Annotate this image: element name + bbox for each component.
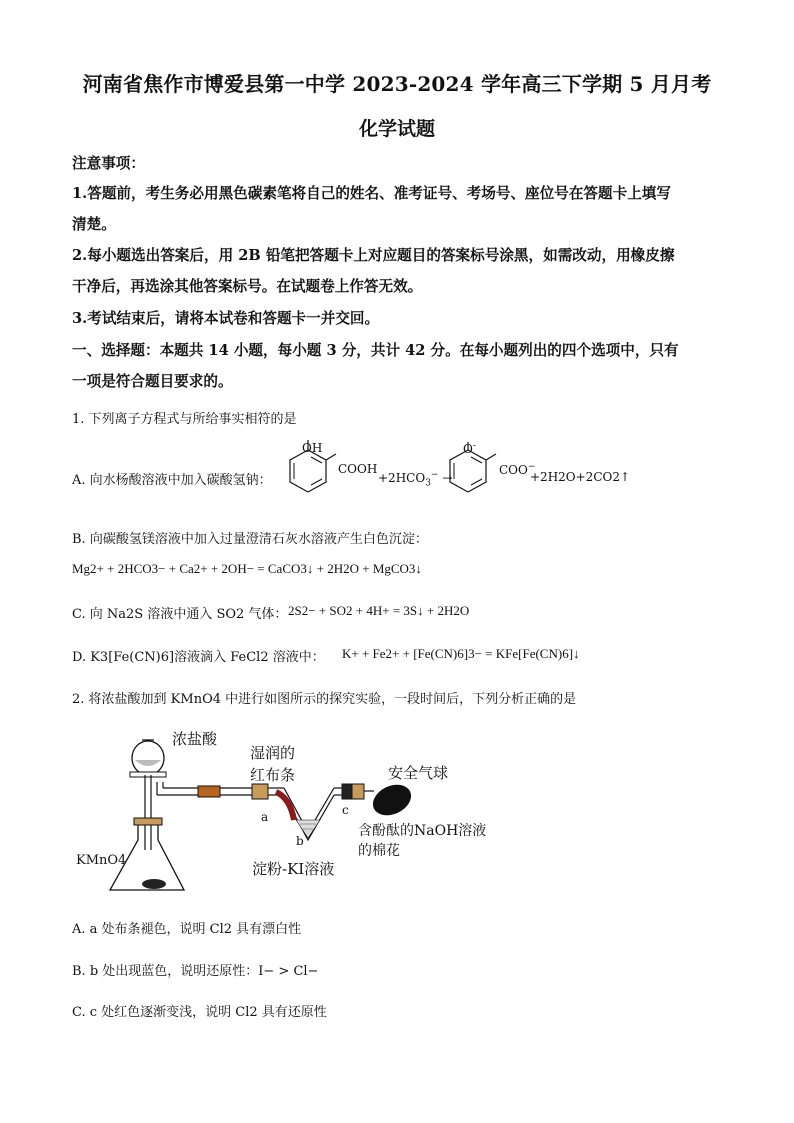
cooh-group-label: COOH bbox=[338, 462, 378, 476]
balloon-label: 安全气球 bbox=[388, 764, 449, 782]
point-a-label: a bbox=[261, 810, 269, 824]
carboxylate-label: COO− bbox=[499, 462, 536, 477]
question-2-option-c: C. c 处红色逐渐变浅，说明 Cl2 具有还原性 bbox=[72, 1005, 327, 1020]
wet-cloth-label-line-2: 红布条 bbox=[250, 766, 296, 784]
question-2-option-b: B. b 处出现蓝色，说明还原性：I− > Cl− bbox=[72, 964, 319, 979]
question-2-option-a: A. a 处布条褪色，说明 Cl2 具有漂白性 bbox=[72, 922, 302, 937]
starch-ki-label: 淀粉-KI溶液 bbox=[252, 860, 335, 878]
naoh-cotton-label-line-2: 的棉花 bbox=[358, 843, 400, 859]
oh-group-label: OH bbox=[302, 441, 323, 455]
notice-item-2-line-2: 干净后，再选涂其他答案标号。在试题卷上作答无效。 bbox=[72, 278, 423, 295]
wet-cloth-label-line-1: 湿润的 bbox=[250, 744, 296, 762]
question-1-option-b-equation: Mg2+ + 2HCO3− + Ca2+ + 2OH− = CaCO3↓ + 2H2O + MgCO3↓ bbox=[72, 561, 422, 576]
bicarbonate-term: $+2HCO_3^-$ → bbox=[378, 470, 453, 489]
question-1-stem: 1. 下列离子方程式与所给事实相符的是 bbox=[72, 412, 297, 427]
section-1-heading-line-2: 一项是符合题目要求的。 bbox=[72, 373, 233, 390]
question-2-stem: 2. 将浓盐酸加到 KMnO4 中进行如图所示的探究实验，一段时间后，下列分析正确的是 bbox=[72, 692, 577, 707]
notice-item-3: 3.考试结束后，请将本试卷和答题卡一并交回。 bbox=[72, 310, 380, 327]
point-c-label: c bbox=[342, 803, 349, 817]
question-1-option-b-text: B. 向碳酸氢镁溶液中加入过量澄清石灰水溶液产生白色沉淀： bbox=[72, 532, 428, 547]
phenoxide-label: O- bbox=[463, 441, 476, 456]
notice-heading: 注意事项： bbox=[72, 155, 145, 172]
notice-item-1-line-2: 清楚。 bbox=[72, 216, 116, 233]
products-label: +2H2O+2CO2↑ bbox=[530, 470, 631, 484]
point-b-label: b bbox=[296, 834, 304, 848]
question-1-option-c-text: C. 向 Na2S 溶液中通入 SO2 气体： bbox=[72, 607, 288, 622]
exam-subject-title: 化学试题 bbox=[358, 118, 435, 140]
notice-item-1-line-1: 1.答题前，考生务必用黑色碳素笔将自己的姓名、准考证号、考场号、座位号在答题卡上填写 bbox=[72, 185, 671, 202]
question-1-option-c-equation: 2S2− + SO2 + 4H+ = 3S↓ + 2H2O bbox=[288, 603, 470, 618]
question-1-option-d-equation: K+ + Fe2+ + [Fe(CN)6]3− = KFe[Fe(CN)6]↓ bbox=[342, 646, 580, 661]
hcl-label: 浓盐酸 bbox=[172, 730, 218, 748]
question-1-option-d-text: D. K3[Fe(CN)6]溶液滴入 FeCl2 溶液中： bbox=[72, 650, 325, 665]
kmno4-label: KMnO4 bbox=[76, 853, 127, 868]
naoh-cotton-label-line-1: 含酚酞的NaOH溶液 bbox=[358, 823, 487, 839]
question-1-option-a-text: A. 向水杨酸溶液中加入碳酸氢钠： bbox=[72, 473, 272, 488]
notice-item-2-line-1: 2.每小题选出答案后，用 2B 铅笔把答题卡上对应题目的答案标号涂黑，如需改动，用橡皮擦 bbox=[72, 247, 675, 264]
exam-title: 河南省焦作市博爱县第一中学 2023-2024 学年高三下学期 5 月月考 bbox=[82, 72, 712, 96]
section-1-heading-line-1: 一、选择题：本题共 14 小题，每小题 3 分，共计 42 分。在每小题列出的四个选项中，只有 bbox=[72, 342, 679, 359]
